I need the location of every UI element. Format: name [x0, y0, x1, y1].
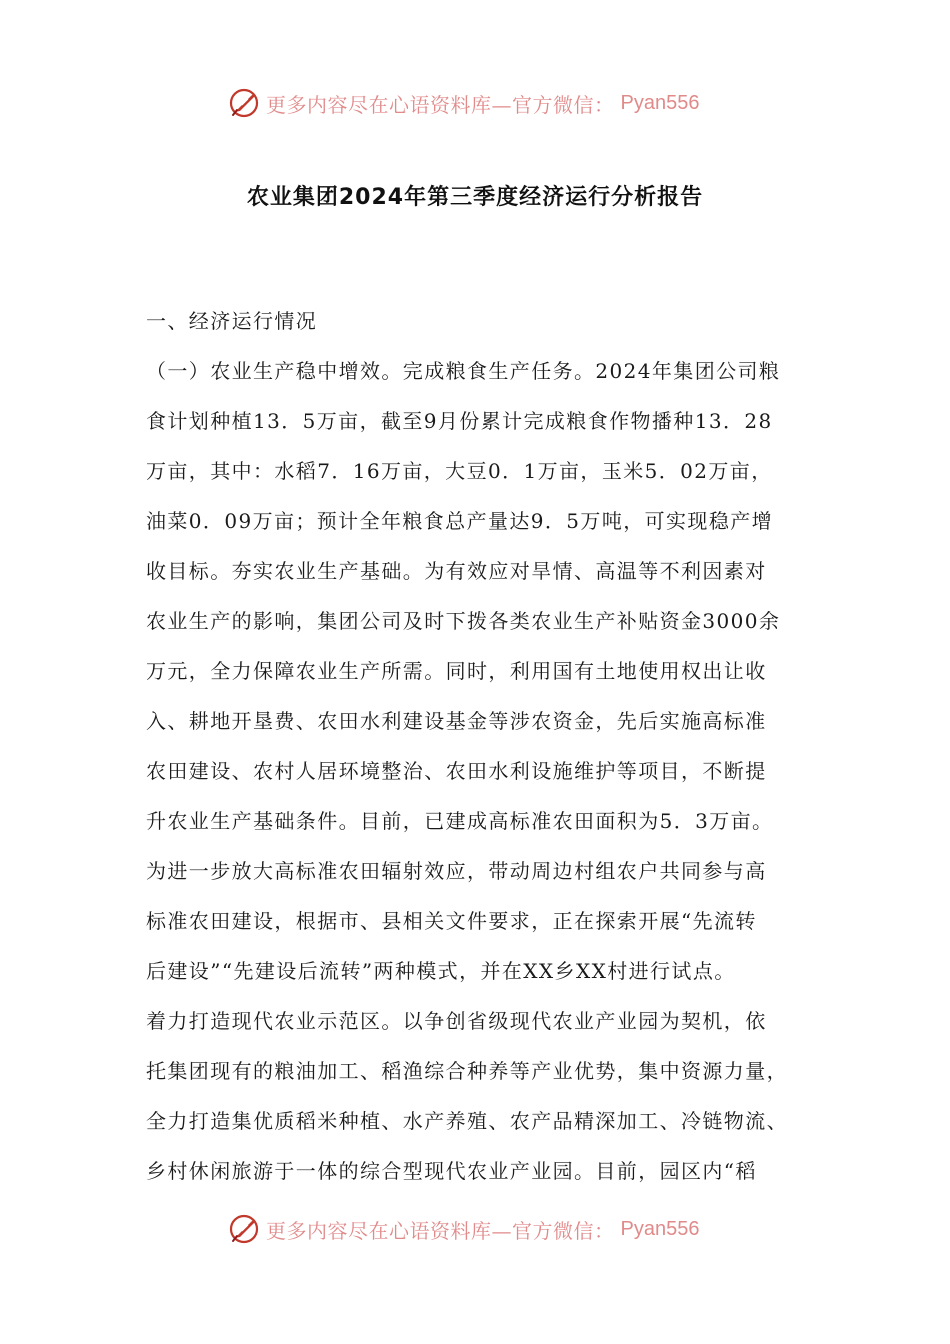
paragraph-line: 油菜0．09万亩；预计全年粮食总产量达9．5万吨，可实现稳产增: [146, 509, 774, 533]
document-title: 农业集团2024年第三季度经济运行分析报告: [246, 185, 704, 210]
paragraph-line: 万元，全力保障农业生产所需。同时，利用国有土地使用权出让收: [146, 659, 767, 683]
paragraph-line: 农田建设、农村人居环境整治、农田水利设施维护等项目，不断提: [146, 759, 767, 783]
watermark-text: 更多内容尽在心语资料库—官方微信：: [266, 1218, 615, 1243]
watermark-text: 更多内容尽在心语资料库—官方微信：: [266, 92, 615, 117]
paragraph-line: 着力打造现代农业示范区。以争创省级现代农业产业园为契机，依: [146, 1009, 767, 1033]
paragraph-line: 为进一步放大高标准农田辐射效应，带动周边村组农户共同参与高: [146, 859, 767, 883]
watermark-header: [228, 86, 748, 120]
watermark-wechat-id: Pyan556: [620, 91, 700, 114]
paragraph-line: 收目标。夯实农业生产基础。为有效应对旱情、高温等不利因素对: [146, 559, 767, 583]
section-heading: 一、经济运行情况: [146, 309, 318, 333]
paragraph-line: 全力打造集优质稻米种植、水产养殖、农产品精深加工、冷链物流、: [146, 1109, 788, 1133]
paragraph-line: 升农业生产基础条件。目前，已建成高标准农田面积为5．3万亩。: [146, 809, 774, 833]
paragraph-line: 后建设”“先建设后流转”两种模式，并在XX乡XX村进行试点。: [146, 959, 736, 983]
quill-logo-icon: [228, 1213, 260, 1245]
document-body: [146, 296, 814, 1196]
watermark-footer: [228, 1212, 748, 1246]
paragraph-line: 入、耕地开垦费、农田水利建设基金等涉农资金，先后实施高标准: [146, 709, 767, 733]
quill-logo-icon: [228, 87, 260, 119]
watermark-wechat-id: Pyan556: [620, 1217, 700, 1240]
paragraph-line: 托集团现有的粮油加工、稻渔综合种养等产业优势，集中资源力量，: [146, 1059, 788, 1083]
paragraph-line: 标准农田建设，根据市、县相关文件要求，正在探索开展“先流转: [146, 909, 757, 933]
paragraph-line: 食计划种植13．5万亩，截至9月份累计完成粮食作物播种13．28: [146, 409, 773, 433]
paragraph-line: （一）农业生产稳中增效。完成粮食生产任务。2024年集团公司粮: [146, 359, 781, 383]
paragraph-line: 乡村休闲旅游于一体的综合型现代农业产业园。目前，园区内“稻: [146, 1159, 757, 1183]
paragraph-line: 万亩，其中：水稻7．16万亩，大豆0．1万亩，玉米5．02万亩，: [146, 459, 773, 483]
paragraph-line: 农业生产的影响，集团公司及时下拨各类农业生产补贴资金3000余: [146, 609, 781, 633]
